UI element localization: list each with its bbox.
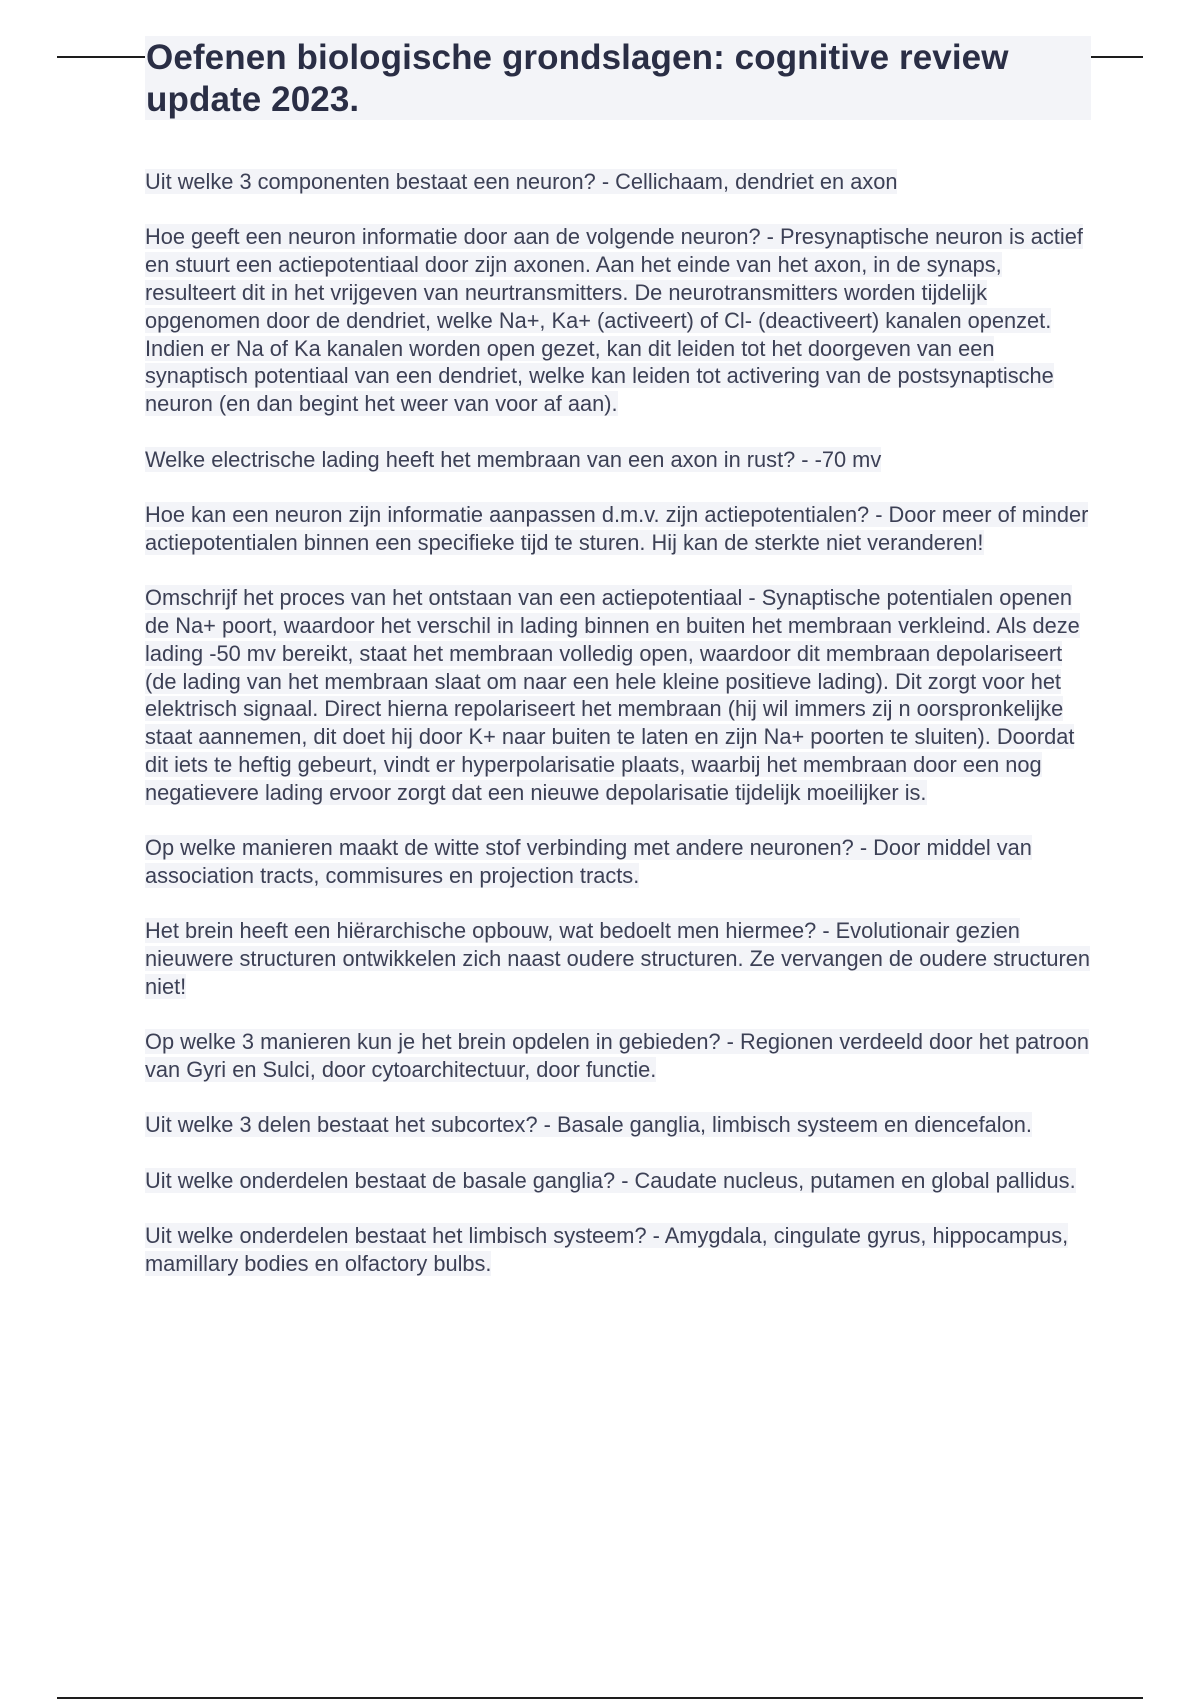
bottom-rule xyxy=(57,1697,1143,1699)
qa-item xyxy=(145,1167,1095,1195)
qa-item-text: Hoe kan een neuron zijn informatie aanpassen d.m.v. zijn actiepotentialen? - Door meer of minder actiepotentialen binnen een specifieke tijd te sturen. Hij kan de sterkte niet veranderen! xyxy=(145,501,1089,555)
qa-item xyxy=(145,223,1095,418)
qa-item-text: Omschrijf het proces van het ontstaan van een actiepotentiaal - Synaptische potentialen openen de Na+ poort, waardoor het verschil in lading binnen en buiten het membraan verkleind. Als deze lading -50 mv bereikt, staat het membraan volledig open, waardoor dit membraan depolariseert (de lading van het membraan slaat om naar een hele kleine positieve lading). Dit zorgt voor het elektrisch signaal. Direct hierna repolariseert het membraan (hij wil immers zij n oorspronkelijke staat aannemen, dit doet hij door K+ naar buiten te laten en zijn Na+ poorten te sluiten). Doordat dit iets te heftig gebeurt, vindt er hyperpolarisatie plaats, waarbij het membraan door een nog negatievere lading ervoor zorgt dat een nieuwe depolarisatie tijdelijk moeilijker is. xyxy=(145,585,1080,805)
qa-item-text: Hoe geeft een neuron informatie door aan de volgende neuron? - Presynaptische neuron is actief en stuurt een actiepotentiaal door zijn axonen. Aan het einde van het axon, in de synaps, resulteert dit in het vrijgeven van neurtransmitters. De neurotransmitters worden tijdelijk opgenomen door de dendriet, welke Na+, Ka+ (activeert) of Cl- (deactiveert) kanalen openzet. Indien er Na of Ka kanalen worden open gezet, kan dit leiden tot het doorgeven van een synaptisch potentiaal van een dendriet, welke kan leiden tot activering van de postsynaptische neuron (en dan begint het weer van voor af aan). xyxy=(145,224,1083,417)
qa-item-text: Het brein heeft een hiërarchische opbouw, wat bedoelt men hiermee? - Evolutionair gezien nieuwere structuren ontwikkelen zich naast oudere structuren. Ze vervangen de oudere structuren niet! xyxy=(145,918,1091,999)
qa-item-text: Uit welke 3 delen bestaat het subcortex? - Basale ganglia, limbisch systeem en diencefalon. xyxy=(145,1112,1032,1138)
qa-item-text: Uit welke 3 componenten bestaat een neuron? - Cellichaam, dendriet en axon xyxy=(145,169,898,194)
qa-item xyxy=(145,501,1095,557)
qa-item-text: Uit welke onderdelen bestaat de basale ganglia? - Caudate nucleus, putamen en global pallidus. xyxy=(145,1167,1076,1193)
qa-item-text: Welke electrische lading heeft het membraan van een axon in rust? - -70 mv xyxy=(145,446,882,472)
qa-item-text: Op welke manieren maakt de witte stof verbinding met andere neuronen? - Door middel van association tracts, commisures en projection tracts. xyxy=(145,835,1032,888)
qa-item-text: Op welke 3 manieren kun je het brein opdelen in gebieden? - Regionen verdeeld door het patroon van Gyri en Sulci, door cytoarchitectuur, door functie. xyxy=(145,1029,1089,1083)
top-rule-right xyxy=(1091,56,1143,58)
qa-item xyxy=(145,1111,1095,1139)
qa-item xyxy=(145,917,1095,1000)
qa-item xyxy=(145,446,1095,474)
qa-item-text: Uit welke onderdelen bestaat het limbisch systeem? - Amygdala, cingulate gyrus, hippocampus, mamillary bodies en olfactory bulbs. xyxy=(145,1223,1069,1277)
title-block xyxy=(145,36,1091,120)
qa-item xyxy=(145,584,1095,806)
qa-item xyxy=(145,834,1095,890)
qa-item xyxy=(145,168,1095,196)
qa-item xyxy=(145,1028,1095,1084)
document-title: Oefenen biologische grondslagen: cognitive review update 2023. xyxy=(146,38,1009,119)
qa-list xyxy=(145,168,1095,1305)
top-rule-left xyxy=(57,56,147,58)
qa-item xyxy=(145,1222,1095,1278)
